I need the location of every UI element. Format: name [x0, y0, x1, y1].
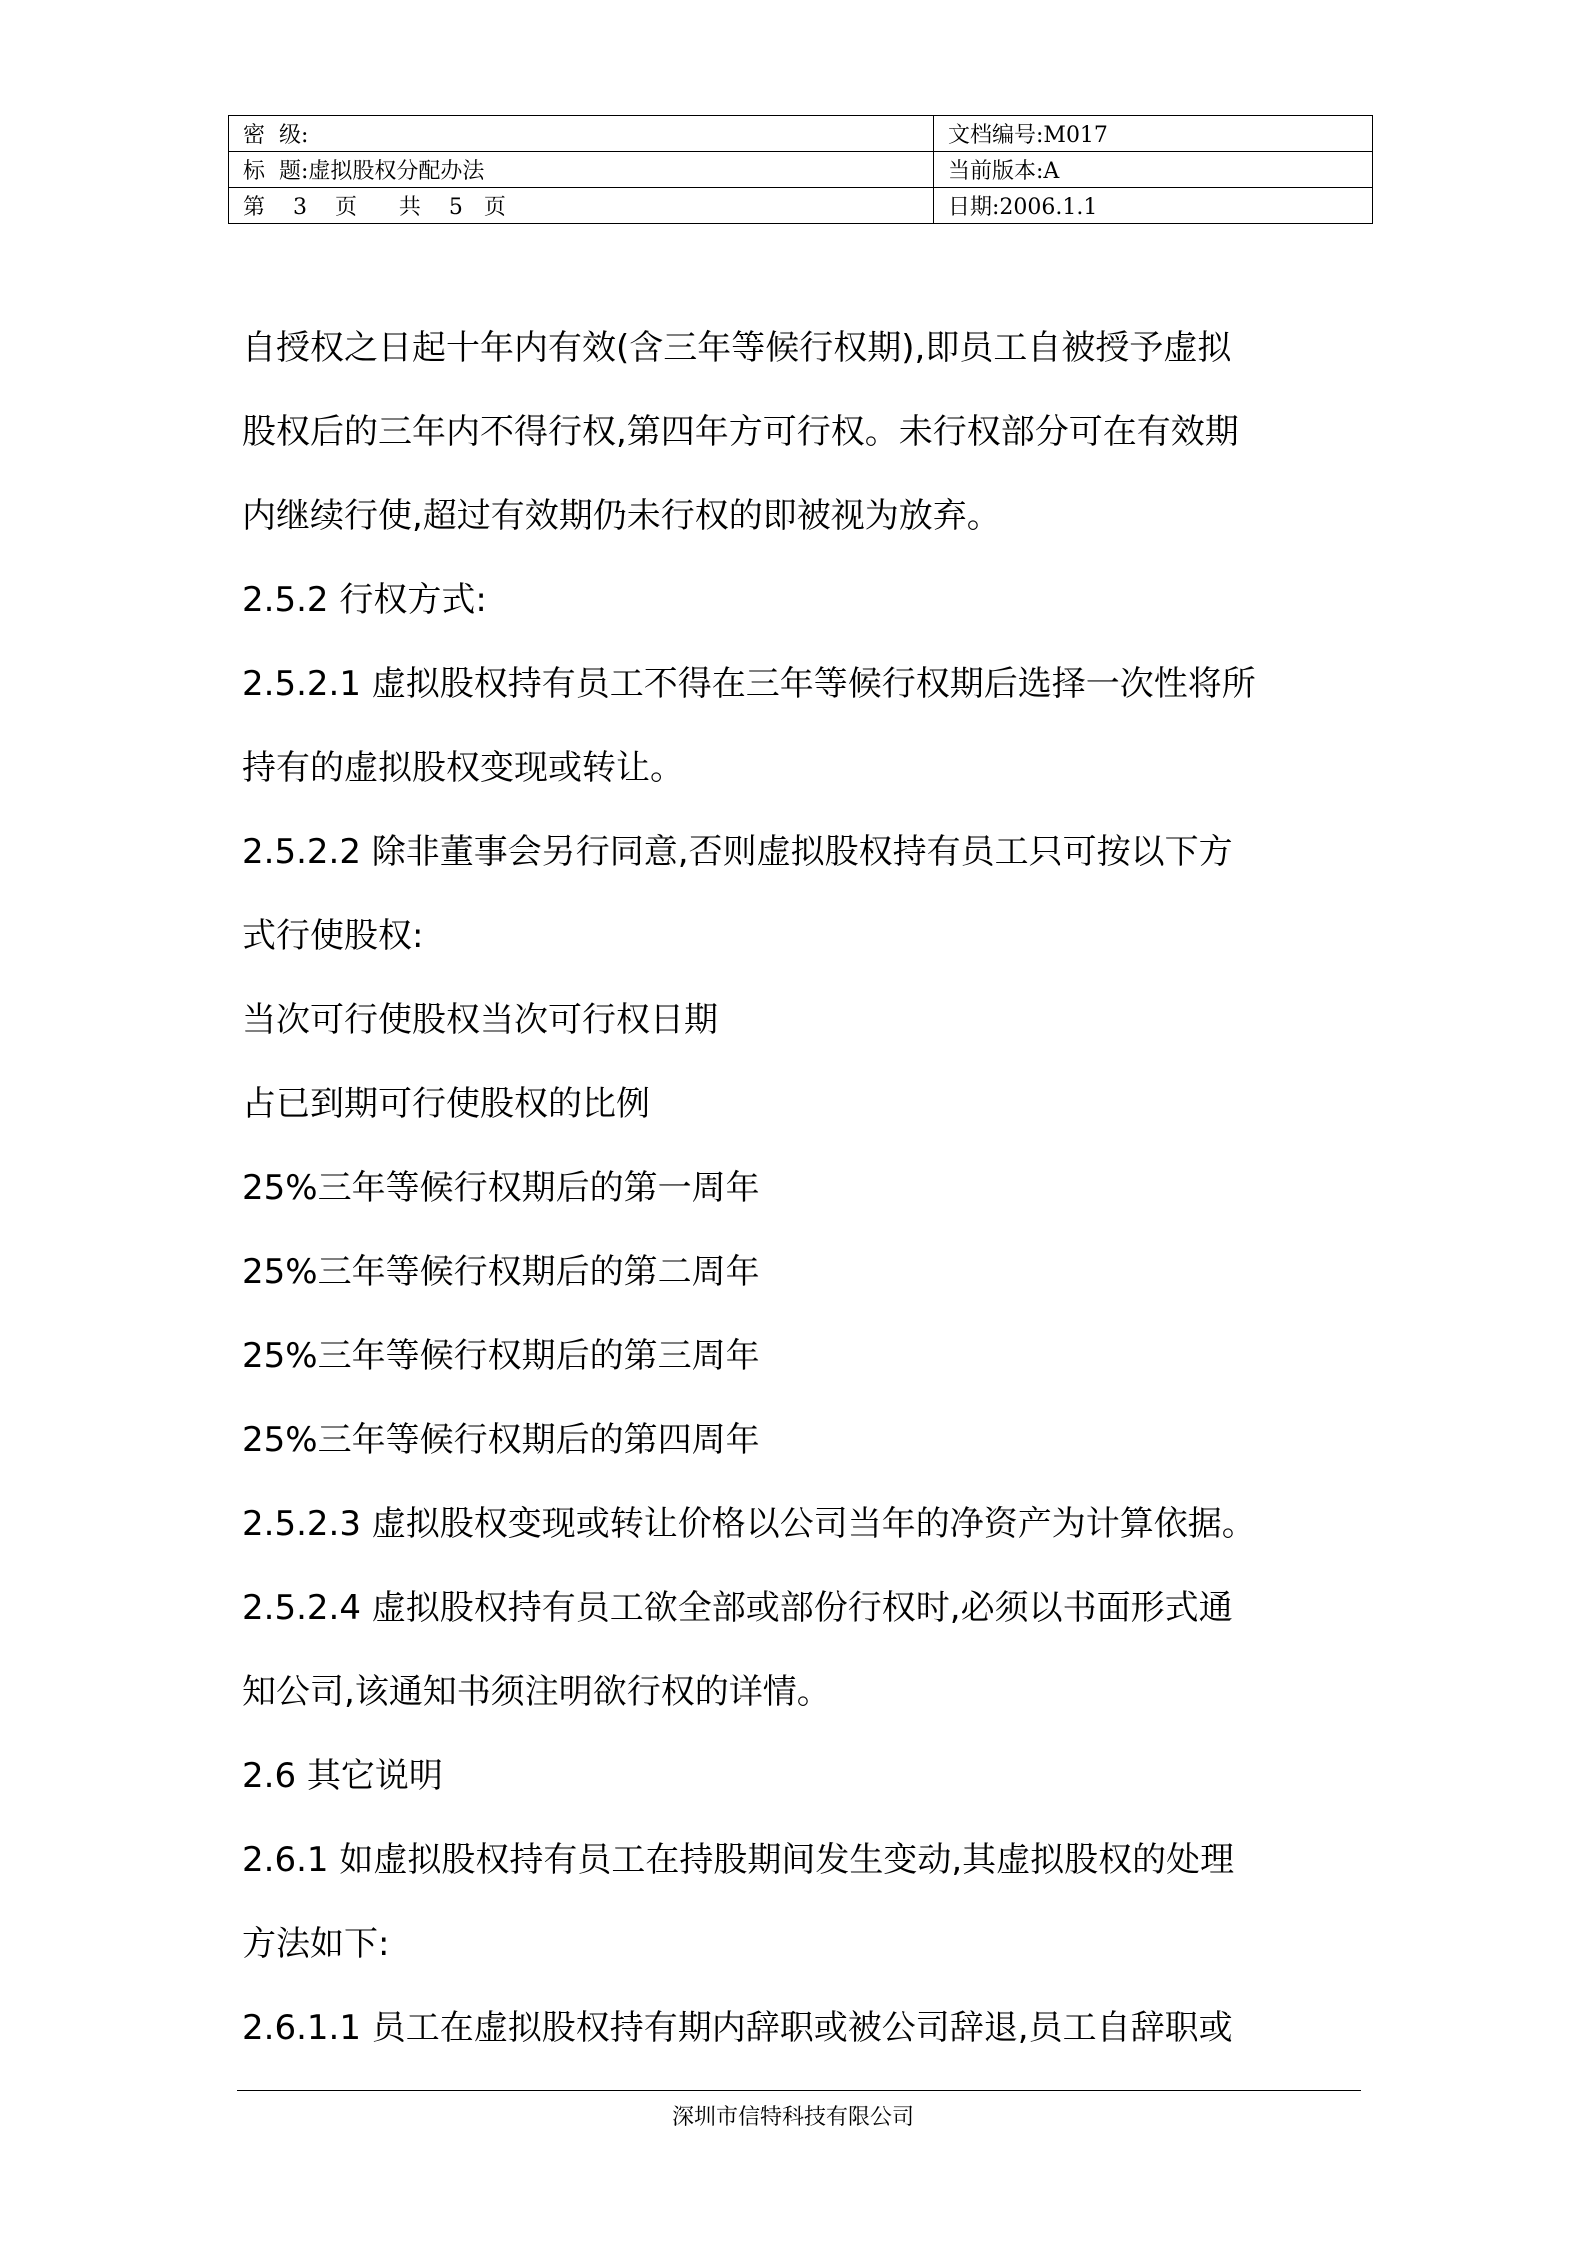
body-line: 股权后的三年内不得行权,第四年方可行权。未行权部分可在有效期: [242, 412, 1239, 452]
body-line: 2.5.2.3 虚拟股权变现或转让价格以公司当年的净资产为计算依据。: [242, 1504, 1256, 1544]
body-line: 25%三年等候行权期后的第四周年: [242, 1420, 760, 1460]
document-version-cell: 当前版本:A: [934, 152, 1373, 188]
section-heading: 2.6 其它说明: [242, 1756, 443, 1796]
section-heading: 2.5.2 行权方式:: [242, 580, 487, 620]
body-line: 25%三年等候行权期后的第三周年: [242, 1336, 760, 1376]
header-row: [229, 152, 1373, 188]
security-level-cell: 密 级:: [229, 116, 934, 152]
body-line: 25%三年等候行权期后的第一周年: [242, 1168, 760, 1208]
footer-company-name: 深圳市信特科技有限公司: [671, 2105, 914, 2130]
footer-divider: [237, 2090, 1361, 2091]
body-line: 知公司,该通知书须注明欲行权的详情。: [242, 1672, 831, 1712]
header-row: [229, 116, 1373, 152]
body-line: 2.6.1.1 员工在虚拟股权持有期内辞职或被公司辞退,员工自辞职或: [242, 2008, 1233, 2048]
body-line: 2.5.2.2 除非董事会另行同意,否则虚拟股权持有员工只可按以下方: [242, 832, 1233, 872]
body-line: 当次可行使股权当次可行权日期: [242, 1000, 718, 1040]
body-line: 2.5.2.1 虚拟股权持有员工不得在三年等候行权期后选择一次性将所: [242, 664, 1256, 704]
header-row: [229, 188, 1373, 224]
body-line: 方法如下:: [242, 1924, 390, 1964]
body-line: 持有的虚拟股权变现或转让。: [242, 748, 684, 788]
body-line: 2.5.2.4 虚拟股权持有员工欲全部或部份行权时,必须以书面形式通: [242, 1588, 1233, 1628]
body-line: 自授权之日起十年内有效(含三年等候行权期),即员工自被授予虚拟: [242, 328, 1232, 368]
document-header-table: [228, 115, 1373, 224]
document-number-cell: 文档编号:M017: [934, 116, 1373, 152]
body-line: 2.6.1 如虚拟股权持有员工在持股期间发生变动,其虚拟股权的处理: [242, 1840, 1235, 1880]
body-line: 占已到期可行使股权的比例: [242, 1084, 650, 1124]
document-title-cell: 标 题:虚拟股权分配办法: [229, 152, 934, 188]
body-line: 式行使股权:: [242, 916, 424, 956]
body-line: 25%三年等候行权期后的第二周年: [242, 1252, 760, 1292]
page-info-cell: 第 3 页 共 5 页: [229, 188, 934, 224]
document-date-cell: 日期:2006.1.1: [934, 188, 1373, 224]
body-line: 内继续行使,超过有效期仍未行权的即被视为放弃。: [242, 496, 1001, 536]
